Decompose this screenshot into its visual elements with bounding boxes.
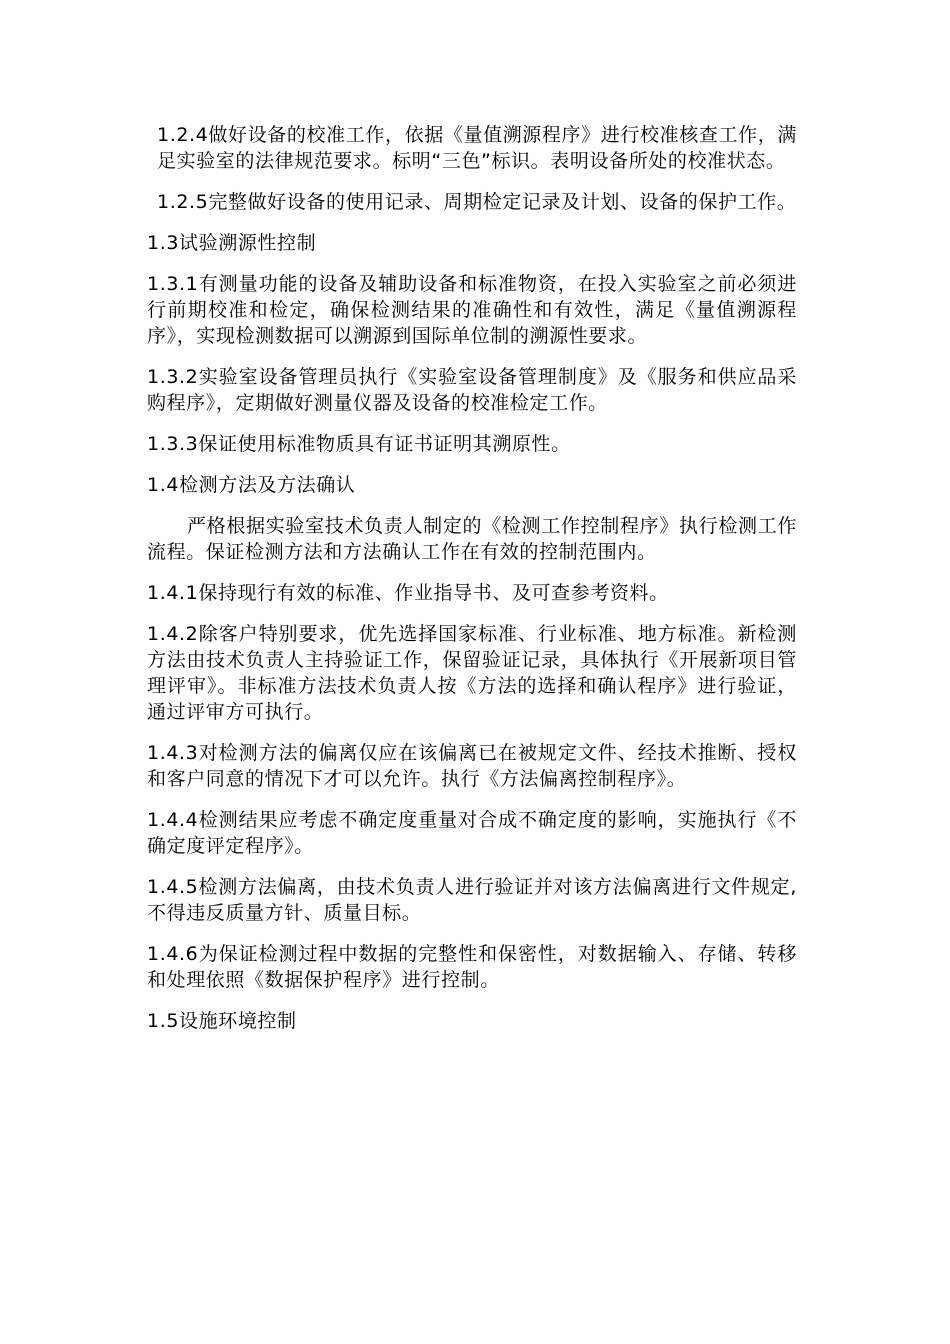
paragraph-1-4-5: 1.4.5检测方法偏离，由技术负责人进行验证并对该方法偏离进行文件规定,不得违反质量方针、质量目标。 [147,876,797,924]
heading-1-5: 1.5设施环境控制 [147,1010,297,1032]
paragraph-1-3-2: 1.3.2实验室设备管理员执行《实验室设备管理制度》及《服务和供应品采购程序》，定期做好测量仪器及设备的校准检定工作。 [147,366,797,414]
paragraph-1-4-6: 1.4.6为保证检测过程中数据的完整性和保密性，对数据输入、存储、转移和处理依照《数据保护程序》进行控制。 [147,943,797,991]
paragraph-1-4-2: 1.4.2除客户特别要求，优先选择国家标准、行业标准、地方标准。新检测方法由技术负责人主持验证工作，保留验证记录，具体执行《开展新项目管理评审》。非标准方法技术负责人按《方法的选择和确认程序》进行验证，通过评审方可执行。 [147,623,797,723]
document-body [147,122,797,1049]
paragraph-1-4-1: 1.4.1保持现行有效的标准、作业指导书、及可查参考资料。 [147,582,669,604]
paragraph-1-4-4: 1.4.4检测结果应考虑不确定度重量对合成不确定度的影响，实施执行《不确定度评定程序》。 [147,809,797,857]
paragraph-1-4-3: 1.4.3对检测方法的偏离仅应在该偏离已在被规定文件、经技术推断、授权和客户同意的情况下才可以允许。执行《方法偏离控制程序》。 [147,742,797,790]
paragraph-1-3-1: 1.3.1有测量功能的设备及辅助设备和标准物资，在投入实验室之前必须进行前期校准和检定，确保检测结果的准确性和有效性，满足《量值溯源程序》，实现检测数据可以溯源到国际单位制的溯源性要求。 [147,273,797,347]
heading-1-3: 1.3试验溯源性控制 [147,232,317,254]
paragraph-1-3-3: 1.3.3保证使用标准物质具有证书证明其溯原性。 [147,433,571,455]
paragraph-1-4-intro: 严格根据实验室技术负责人制定的《检测工作控制程序》执行检测工作流程。保证检测方法和方法确认工作在有效的控制范围内。 [147,515,797,563]
paragraph-1-2-4: 1.2.4做好设备的校准工作，依据《量值溯源程序》进行校准核查工作，满足实验室的法律规范要求。标明“三色”标识。表明设备所处的校准状态。 [157,124,797,172]
paragraph-1-2-5: 1.2.5完整做好设备的使用记录、周期检定记录及计划、设备的保护工作。 [157,191,797,213]
heading-1-4: 1.4检测方法及方法确认 [147,474,356,496]
